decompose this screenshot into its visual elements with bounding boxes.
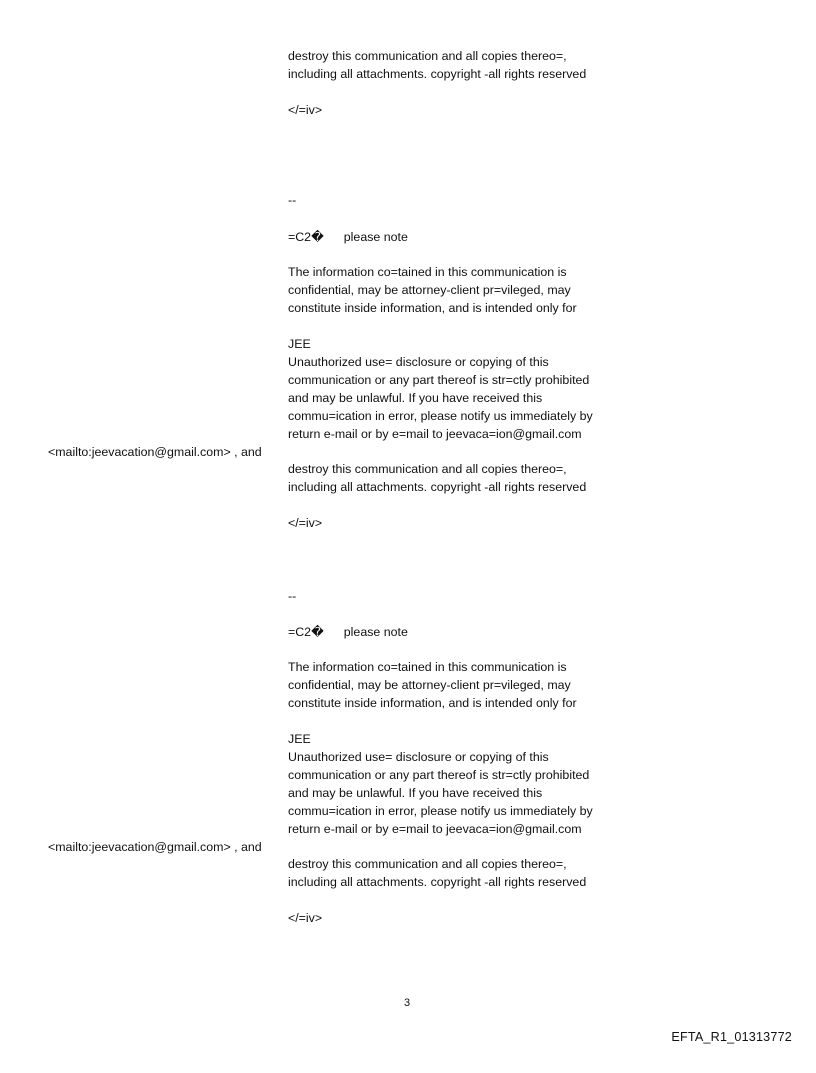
separator: -- bbox=[288, 589, 297, 603]
tail-destroy-line-2: including all attachments. copyright -all rights reserved bbox=[288, 67, 587, 81]
destroy-line-2: including all attachments. copyright -all rights reserved bbox=[288, 875, 587, 889]
note-label: please note bbox=[343, 230, 408, 244]
info-line-3: constitute inside information, and is intended only for bbox=[288, 301, 577, 315]
tail-closing-tag: </=iv> bbox=[288, 103, 323, 117]
jee-label: JEE bbox=[288, 732, 311, 746]
page-number: 3 bbox=[404, 997, 411, 1009]
unauthorized-line-1: Unauthorized use= disclosure or copying of this bbox=[288, 750, 549, 764]
info-line-1: The information co=tained in this communication is bbox=[288, 265, 567, 279]
info-line-2: confidential, may be attorney-client pr=vileged, may bbox=[288, 678, 571, 692]
note-prefix: =C2� bbox=[288, 625, 324, 639]
closing-tag: </=iv> bbox=[288, 516, 323, 530]
unauthorized-line-3: and may be unlawful. If you have received this bbox=[288, 391, 543, 405]
info-line-2: confidential, may be attorney-client pr=vileged, may bbox=[288, 283, 571, 297]
please-note-line bbox=[288, 624, 408, 640]
info-line-1: The information co=tained in this communication is bbox=[288, 660, 567, 674]
unauthorized-line-1: Unauthorized use= disclosure or copying of this bbox=[288, 355, 549, 369]
bates-number: EFTA_R1_01313772 bbox=[671, 1030, 792, 1044]
destroy-line-1: destroy this communication and all copies thereo=, bbox=[288, 462, 567, 476]
mailto-link[interactable]: <mailto:jeevacation@gmail.com> , and bbox=[48, 840, 262, 854]
destroy-line-1: destroy this communication and all copies thereo=, bbox=[288, 857, 567, 871]
note-prefix: =C2� bbox=[288, 230, 324, 244]
closing-tag: </=iv> bbox=[288, 911, 323, 925]
info-line-3: constitute inside information, and is intended only for bbox=[288, 696, 577, 710]
mailto-link[interactable]: <mailto:jeevacation@gmail.com> , and bbox=[48, 445, 262, 459]
unauthorized-line-4: commu=ication in error, please notify us immediately by bbox=[288, 804, 593, 818]
unauthorized-line-2: communication or any part thereof is str=ctly prohibited bbox=[288, 373, 590, 387]
unauthorized-line-4: commu=ication in error, please notify us immediately by bbox=[288, 409, 593, 423]
unauthorized-line-2: communication or any part thereof is str=ctly prohibited bbox=[288, 768, 590, 782]
unauthorized-line-5: return e-mail or by e=mail to jeevaca=ion@gmail.com bbox=[288, 822, 582, 836]
unauthorized-line-5: return e-mail or by e=mail to jeevaca=ion@gmail.com bbox=[288, 427, 582, 441]
note-label: please note bbox=[343, 625, 408, 639]
jee-label: JEE bbox=[288, 337, 311, 351]
separator: -- bbox=[288, 193, 297, 207]
destroy-line-2: including all attachments. copyright -all rights reserved bbox=[288, 480, 587, 494]
please-note-line bbox=[288, 229, 408, 245]
unauthorized-line-3: and may be unlawful. If you have received this bbox=[288, 786, 543, 800]
tail-destroy-line-1: destroy this communication and all copies thereo=, bbox=[288, 49, 567, 63]
